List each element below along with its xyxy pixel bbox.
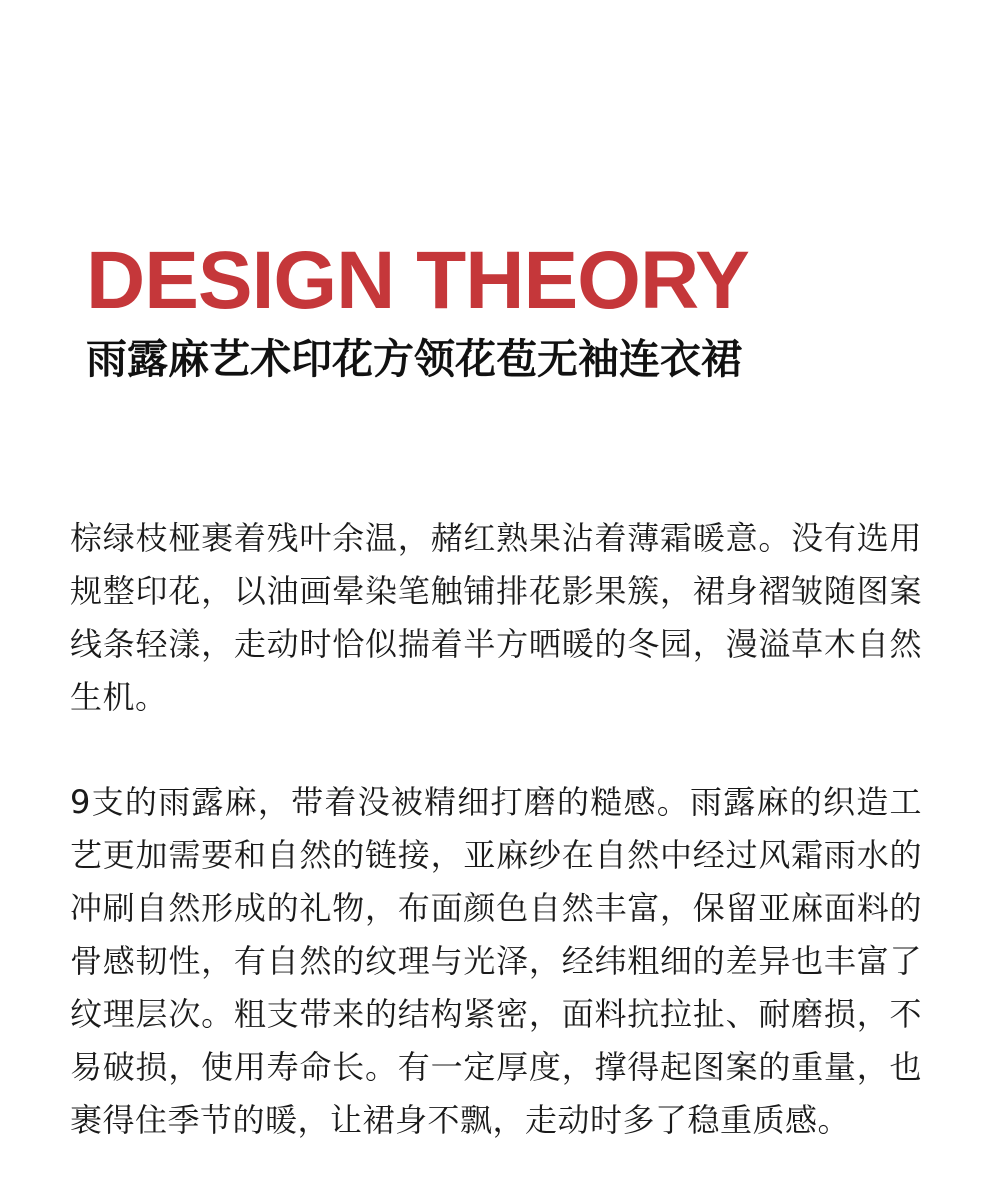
product-title: 雨露麻艺术印花方领花苞无袖连衣裙 <box>86 335 742 383</box>
description-paragraph-pattern: 棕绿枝桠裹着残叶余温，赭红熟果沾着薄霜暖意。没有选用规整印花，以油画晕染笔触铺排花影果簇，裙身褶皱随图案线条轻漾，走动时恰似揣着半方晒暖的冬园，漫溢草木自然生机。 <box>70 519 922 716</box>
description-paragraph-fabric: 9支的雨露麻，带着没被精细打磨的糙感。雨露麻的织造工艺更加需要和自然的链接，亚麻纱在自然中经过风霜雨水的冲刷自然形成的礼物，布面颜色自然丰富，保留亚麻面料的骨感韧性，有自然的纹理与光泽，经纬粗细的差异也丰富了纹理层次。粗支带来的结构紧密，面料抗拉扯、耐磨损，不易破损，使用寿命长。有一定厚度，撑得起图案的重量，也裹得住季节的暖，让裙身不飘，走动时多了稳重质感。 <box>70 783 922 1139</box>
design-theory-heading: DESIGN THEORY <box>86 235 749 326</box>
